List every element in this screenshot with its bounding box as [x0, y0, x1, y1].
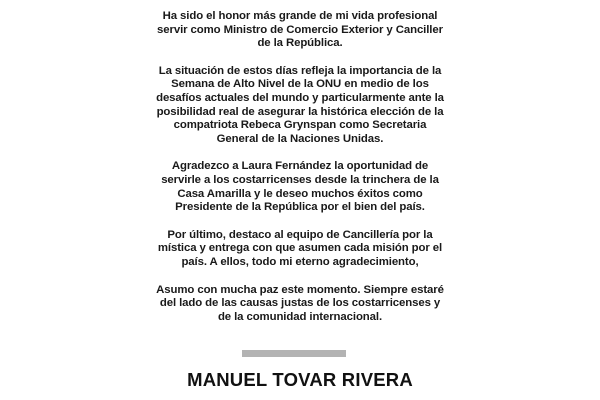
paragraph-line: mística y entrega con que asumen cada misión por el [157, 242, 443, 255]
paragraph-4 [140, 229, 460, 270]
paragraph-line: compatriota Rebeca Grynspan como Secretaria [173, 119, 427, 132]
paragraph-line: General de la Naciones Unidas. [216, 132, 384, 145]
paragraph-line: posibilidad real de asegurar la histórica elección de la [156, 105, 444, 118]
paragraph-2 [140, 65, 460, 147]
paragraph-line: servir como Ministro de Comercio Exterior y Canciller [157, 23, 443, 36]
paragraph-line: de la República. [257, 37, 343, 50]
signature-divider [242, 350, 346, 357]
signature-name: MANUEL TOVAR RIVERA [187, 369, 413, 390]
paragraph-line: La situación de estos días refleja la importancia de la [158, 64, 442, 77]
paragraph-5 [140, 284, 460, 325]
paragraph-line: servirle a los costarricenses desde la trinchera de la [161, 173, 439, 186]
paragraph-line: Presidente de la República por el bien del país. [175, 201, 425, 214]
paragraph-line: desafíos actuales del mundo y particularmente ante la [156, 91, 444, 104]
paragraph-line: Por último, destaco al equipo de Cancillería por la [167, 228, 433, 241]
paragraph-line: del lado de las causas justas de los costarricenses y [159, 297, 441, 310]
paragraph-line: Casa Amarilla y le deseo muchos éxitos como [177, 187, 423, 200]
paragraph-line: Semana de Alto Nivel de la ONU en medio de los [171, 78, 429, 91]
paragraph-line: Ha sido el honor más grande de mi vida profesional [162, 10, 438, 22]
paragraph-line: de la comunidad internacional. [217, 310, 383, 323]
paragraph-3 [140, 160, 460, 214]
letter-body [0, 10, 600, 338]
paragraph-1 [140, 10, 460, 51]
paragraph-line: Asumo con mucha paz este momento. Siempre estaré [156, 283, 444, 296]
paragraph-line: país. A ellos, todo mi eterno agradecimiento, [181, 255, 419, 268]
paragraph-line: Agradezco a Laura Fernández la oportunidad de [171, 160, 429, 173]
